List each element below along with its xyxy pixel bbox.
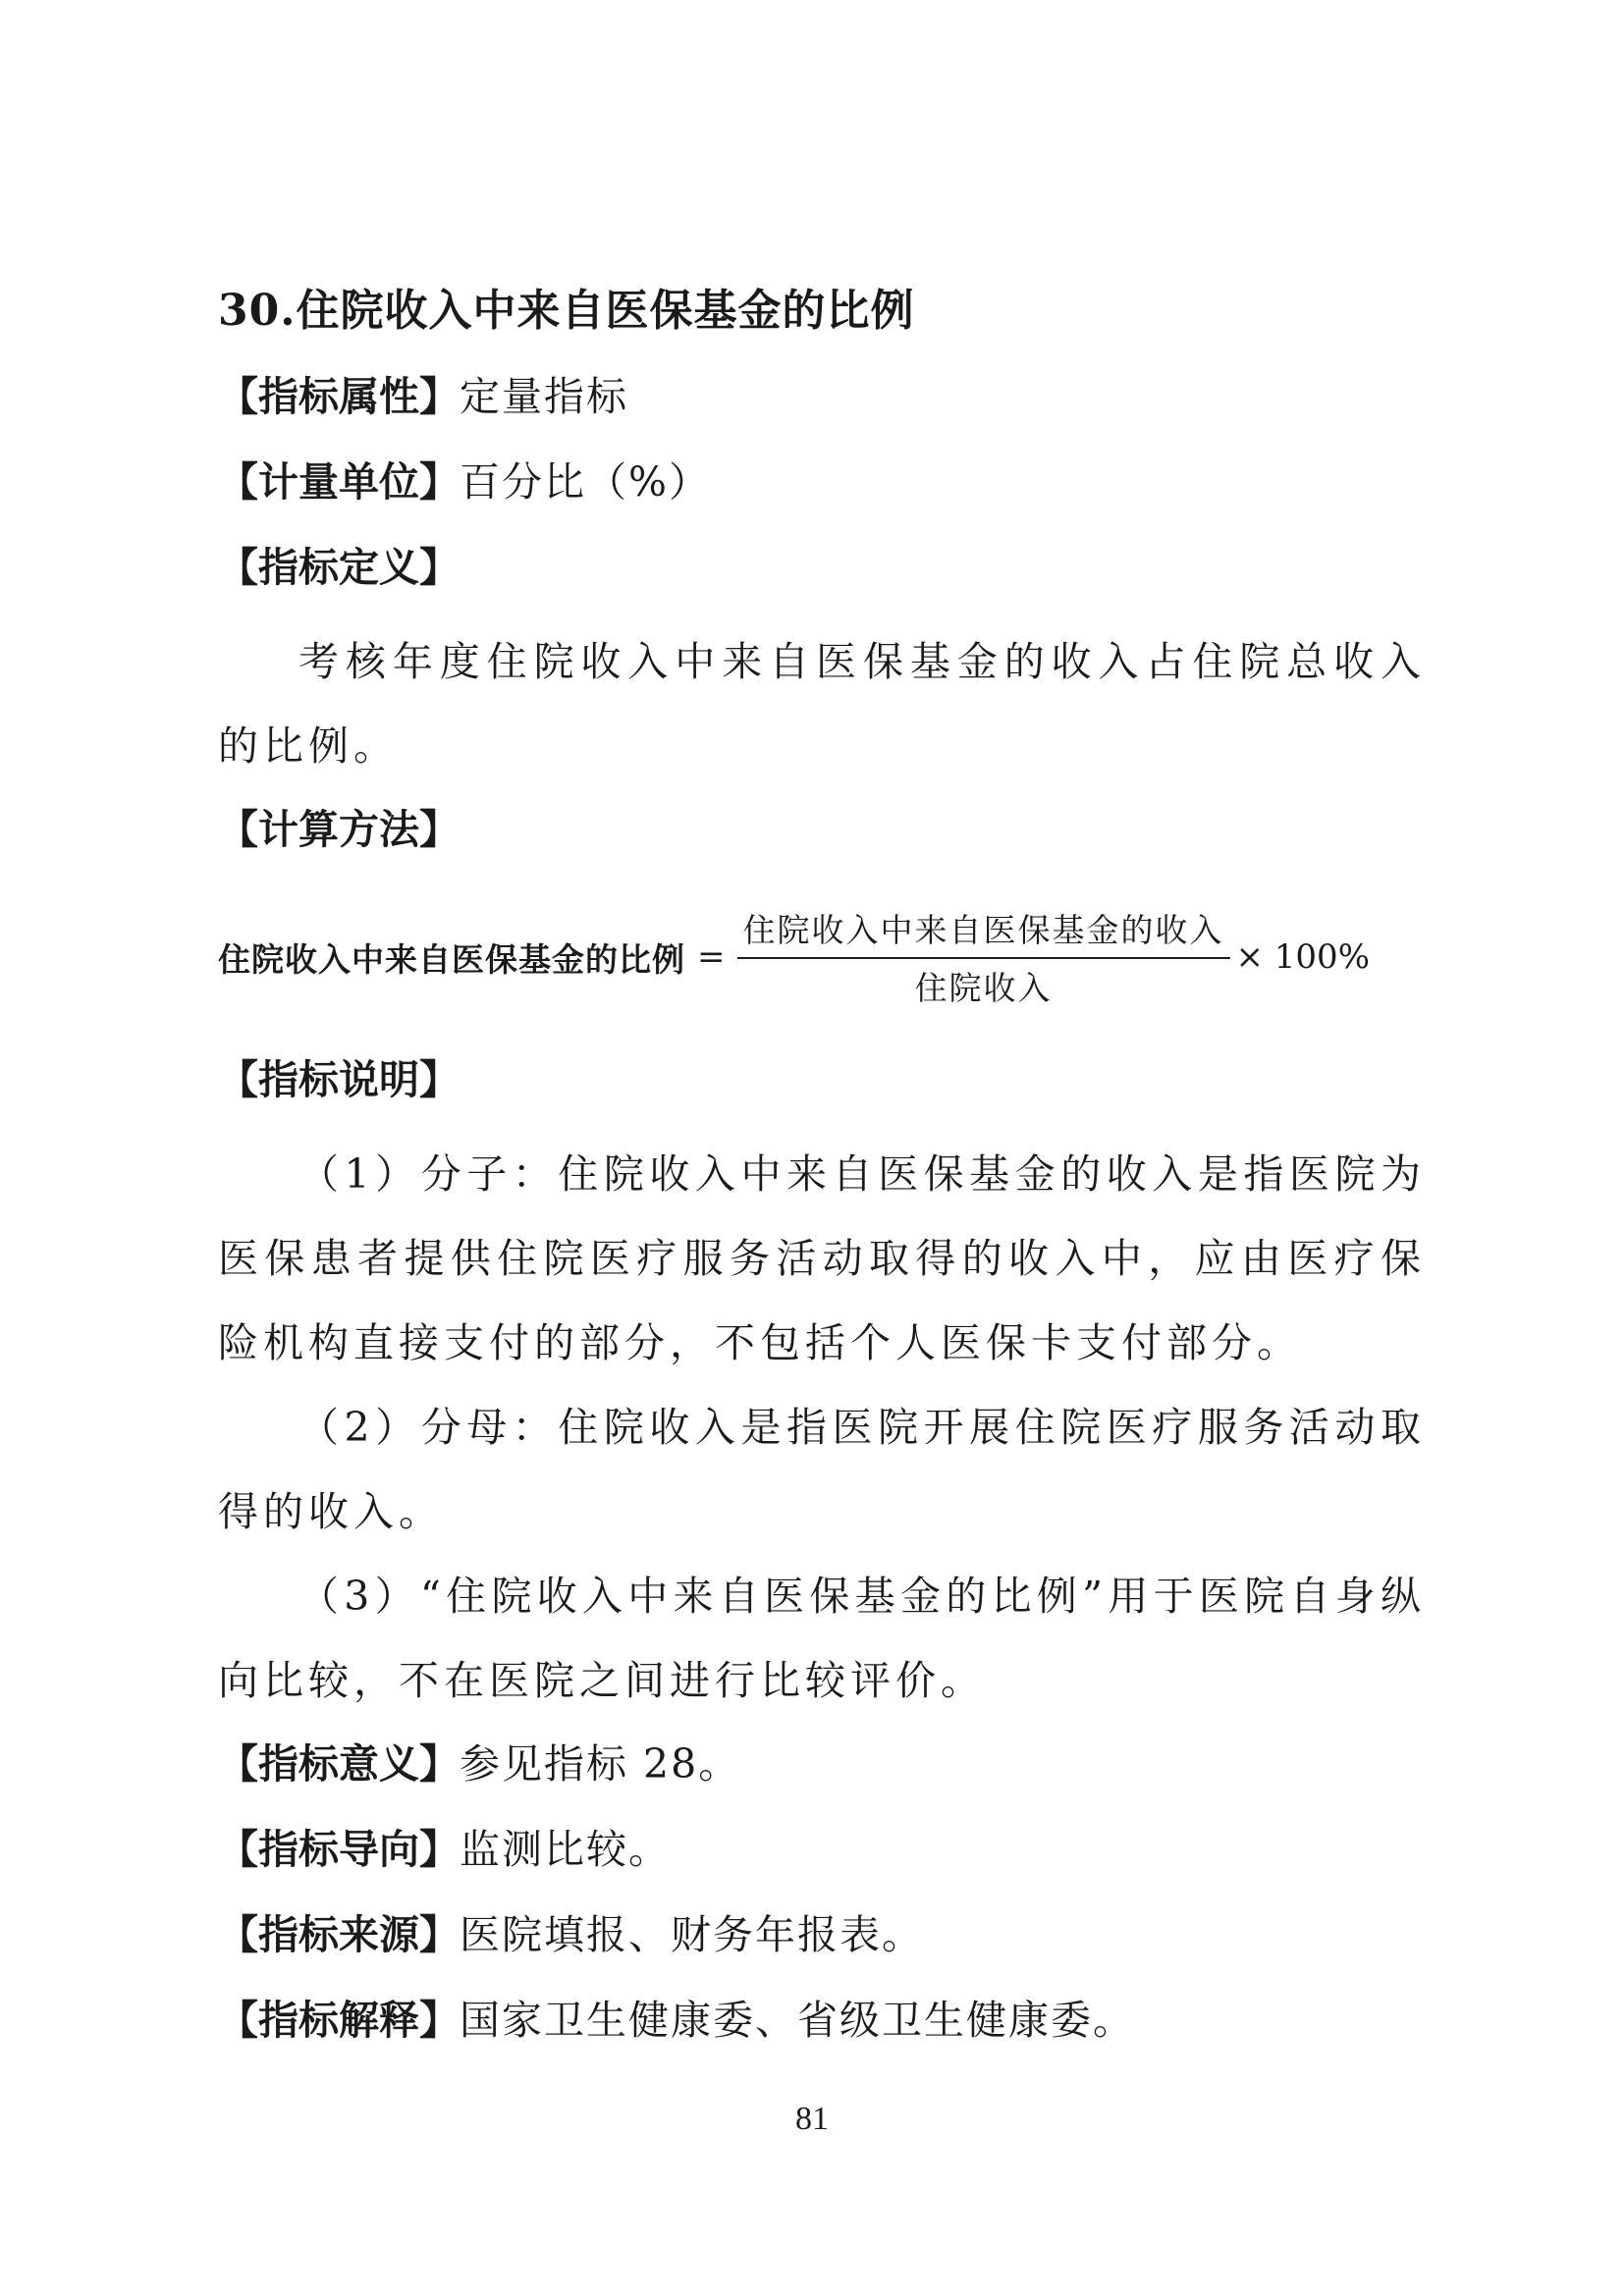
- indicator-significance-label: 【指标意义】: [218, 1740, 460, 1788]
- measurement-unit-label: 【计量单位】: [218, 458, 460, 506]
- indicator-source-value: 医院填报、财务年报表。: [460, 1911, 924, 1958]
- formula-lhs: 住院收入中来自医保基金的比例: [218, 939, 685, 979]
- calculation-heading: [218, 798, 1426, 861]
- page-number: 81: [795, 2101, 829, 2137]
- explanation-item-2: （2）分母：住院收入是指医院开展住院医疗服务活动取得的收入。: [218, 1404, 1426, 1535]
- indicator-attribute-label: 【指标属性】: [218, 373, 460, 420]
- indicator-source-label: 【指标来源】: [218, 1911, 460, 1958]
- indicator-definition-body: [218, 619, 1426, 788]
- measurement-unit: [218, 451, 1426, 513]
- indicator-interpretation: [218, 1989, 1426, 2052]
- calculation-label: 【计算方法】: [218, 806, 460, 853]
- indicator-significance: [218, 1733, 1426, 1795]
- indicator-definition-heading: [218, 536, 1426, 599]
- indicator-interpretation-value: 国家卫生健康委、省级卫生健康委。: [460, 1997, 1135, 2044]
- measurement-unit-value: 百分比（%）: [460, 458, 711, 506]
- indicator-explanation-heading: [218, 1048, 1426, 1111]
- calculation-formula: [218, 883, 1426, 1031]
- indicator-significance-value: 参见指标 28。: [460, 1740, 741, 1788]
- indicator-direction-label: 【指标导向】: [218, 1826, 460, 1873]
- explanation-item-1: （1）分子：住院收入中来自医保基金的收入是指医院为医保患者提供住院医疗服务活动取得的收入中，应由医疗保险机构直接支付的部分，不包括个人医保卡支付部分。: [218, 1150, 1426, 1366]
- formula-multiplier: × 100%: [1235, 937, 1370, 977]
- indicator-interpretation-label: 【指标解释】: [218, 1997, 460, 2044]
- indicator-definition-text: 考核年度住院收入中来自医保基金的收入占住院总收入的比例。: [218, 638, 1426, 770]
- explanation-item-3: （3）“住院收入中来自医保基金的比例”用于医院自身纵向比较，不在医院之间进行比较评价。: [218, 1573, 1426, 1704]
- indicator-attribute: [218, 365, 1426, 428]
- indicator-explanation-label: 【指标说明】: [218, 1056, 460, 1103]
- indicator-source: [218, 1903, 1426, 1966]
- formula-equals: =: [697, 937, 726, 977]
- formula-denominator: 住院收入: [914, 969, 1053, 1007]
- formula-fraction: [737, 905, 1230, 1009]
- indicator-explanation-body: [218, 1132, 1426, 1723]
- indicator-attribute-value: 定量指标: [460, 373, 628, 420]
- section-title: 30.住院收入中来自医保基金的比例: [218, 286, 915, 336]
- indicator-direction: [218, 1818, 1426, 1881]
- document-page: [218, 280, 1426, 2074]
- indicator-definition-label: 【指标定义】: [218, 544, 460, 591]
- indicator-direction-value: 监测比较。: [460, 1826, 671, 1873]
- formula-numerator: 住院收入中来自医保基金的收入: [737, 905, 1230, 959]
